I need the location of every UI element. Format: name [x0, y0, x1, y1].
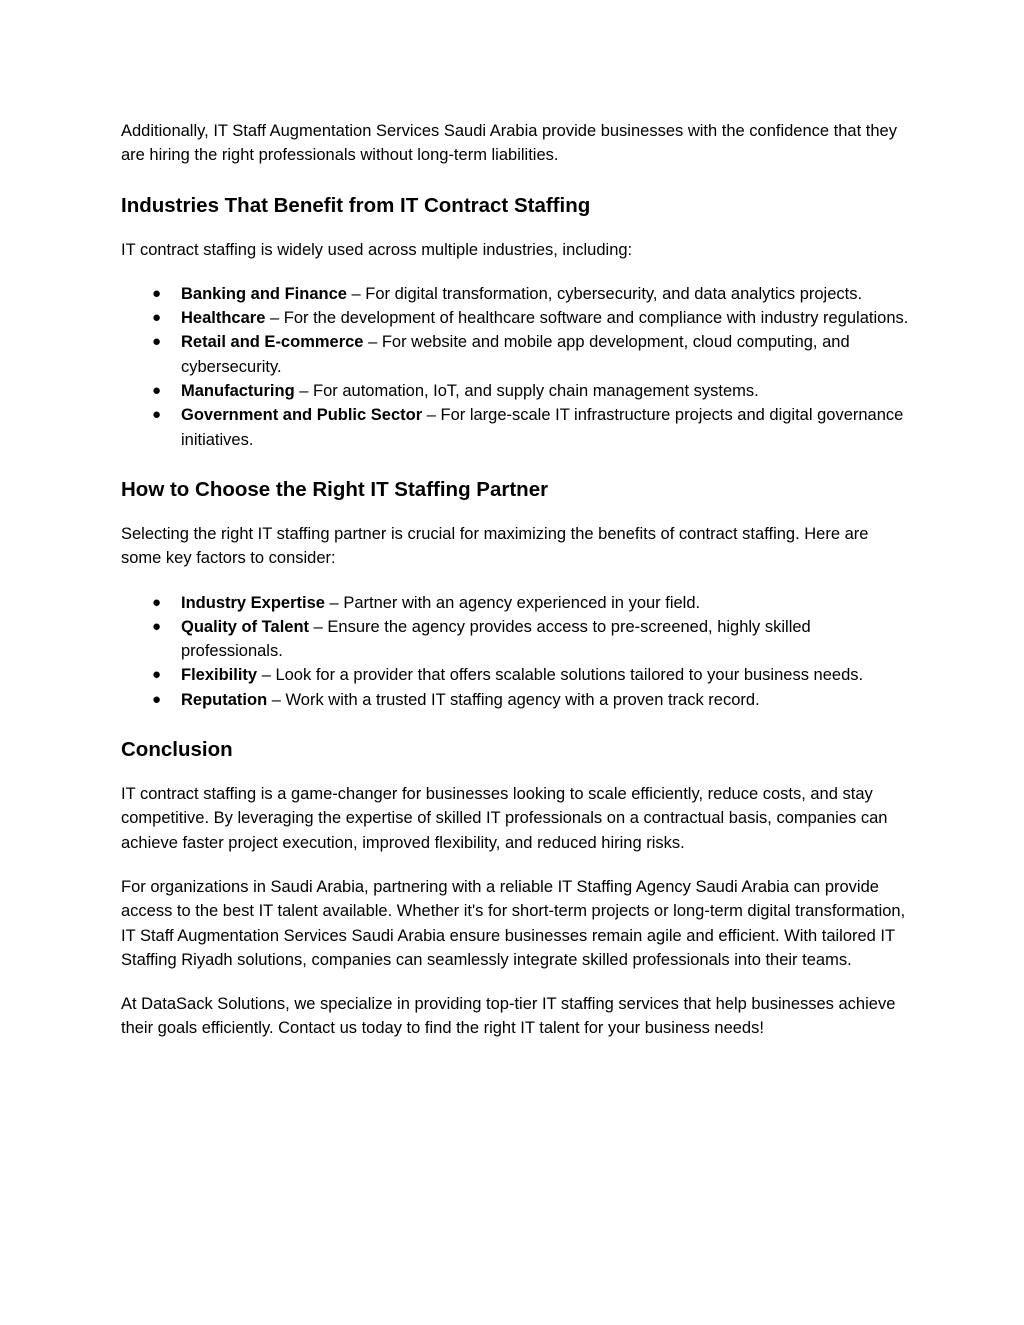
bullet-icon: ●: [152, 593, 162, 611]
conclusion-paragraph: IT contract staffing is a game-changer for businesses looking to scale efficiently, reduce costs, and stay competitive. By leveraging the expertise of skilled IT professionals on a contractual basis, companies can achieve faster project execution, improved flexibility, and reduced hiring risks.: [121, 785, 888, 852]
heading-industries: Industries That Benefit from IT Contract Staffing: [121, 193, 591, 217]
item-text: – For the development of healthcare software and compliance with industry regulations.: [265, 309, 909, 328]
partner-list: [121, 591, 911, 712]
item-title: Retail and E-commerce: [181, 333, 364, 352]
item-title: Reputation: [181, 690, 268, 709]
item-text: – Look for a provider that offers scalable solutions tailored to your business needs.: [257, 666, 864, 685]
conclusion-paragraph: At DataSack Solutions, we specialize in providing top-tier IT staffing services that help businesses achieve their goals efficiently. Contact us today to find the right IT talent for your business needs!: [121, 995, 896, 1038]
industries-list: [121, 282, 911, 452]
list-item: [121, 591, 911, 615]
item-text: – Work with a trusted IT staffing agency with a proven track record.: [267, 690, 760, 709]
bullet-icon: ●: [152, 406, 162, 424]
item-title: Quality of Talent: [181, 617, 310, 636]
bullet-icon: ●: [152, 666, 162, 684]
industries-lead: IT contract staffing is widely used across multiple industries, including:: [121, 240, 633, 259]
heading-conclusion: Conclusion: [121, 738, 233, 762]
bullet-icon: ●: [152, 382, 162, 400]
bullet-icon: ●: [152, 284, 162, 302]
item-title: Industry Expertise: [181, 593, 325, 612]
conclusion-paragraph: For organizations in Saudi Arabia, partnering with a reliable IT Staffing Agency Saudi Arabia can provide access to the best IT talent available. Whether it's for short-term projects or long-term digital transformation, IT Staff Augmentation Services Saudi Arabia ensure businesses remain agile and efficient. With tailored IT Staffing Riyadh solutions, companies can seamlessly integrate skilled professionals into their teams.: [121, 877, 906, 969]
intro-paragraph: Additionally, IT Staff Augmentation Services Saudi Arabia provide businesses with the confidence that they are hiring the right professionals without long-term liabilities.: [121, 122, 897, 165]
item-title: Healthcare: [181, 309, 266, 328]
bullet-icon: ●: [152, 617, 162, 635]
list-item: [121, 403, 911, 452]
item-title: Government and Public Sector: [181, 406, 423, 425]
list-item: [121, 663, 911, 687]
item-text: – For website and mobile app development, cloud computing, and cybersecurity.: [181, 333, 850, 376]
item-text: – Ensure the agency provides access to pre-screened, highly skilled professionals.: [181, 617, 811, 661]
item-text: – For digital transformation, cybersecurity, and data analytics projects.: [346, 284, 863, 303]
item-title: Manufacturing: [181, 382, 295, 401]
bullet-icon: ●: [152, 690, 162, 708]
list-item: [121, 615, 911, 664]
bullet-icon: ●: [152, 333, 162, 351]
item-text: – Partner with an agency experienced in your field.: [324, 593, 701, 612]
list-item: [121, 306, 911, 330]
list-item: [121, 330, 911, 379]
heading-partner: How to Choose the Right IT Staffing Partner: [121, 477, 549, 501]
item-text: – For automation, IoT, and supply chain management systems.: [294, 382, 759, 401]
item-title: Banking and Finance: [181, 284, 347, 303]
list-item: [121, 379, 911, 403]
list-item: [121, 282, 911, 306]
list-item: [121, 688, 911, 712]
document-page: [121, 119, 911, 1041]
bullet-icon: ●: [152, 309, 162, 327]
item-title: Flexibility: [181, 666, 258, 685]
item-text: – For large-scale IT infrastructure projects and digital governance initiatives.: [181, 406, 904, 449]
partner-lead: Selecting the right IT staffing partner is crucial for maximizing the benefits of contract staffing. Here are some key factors to consider:: [121, 524, 869, 568]
